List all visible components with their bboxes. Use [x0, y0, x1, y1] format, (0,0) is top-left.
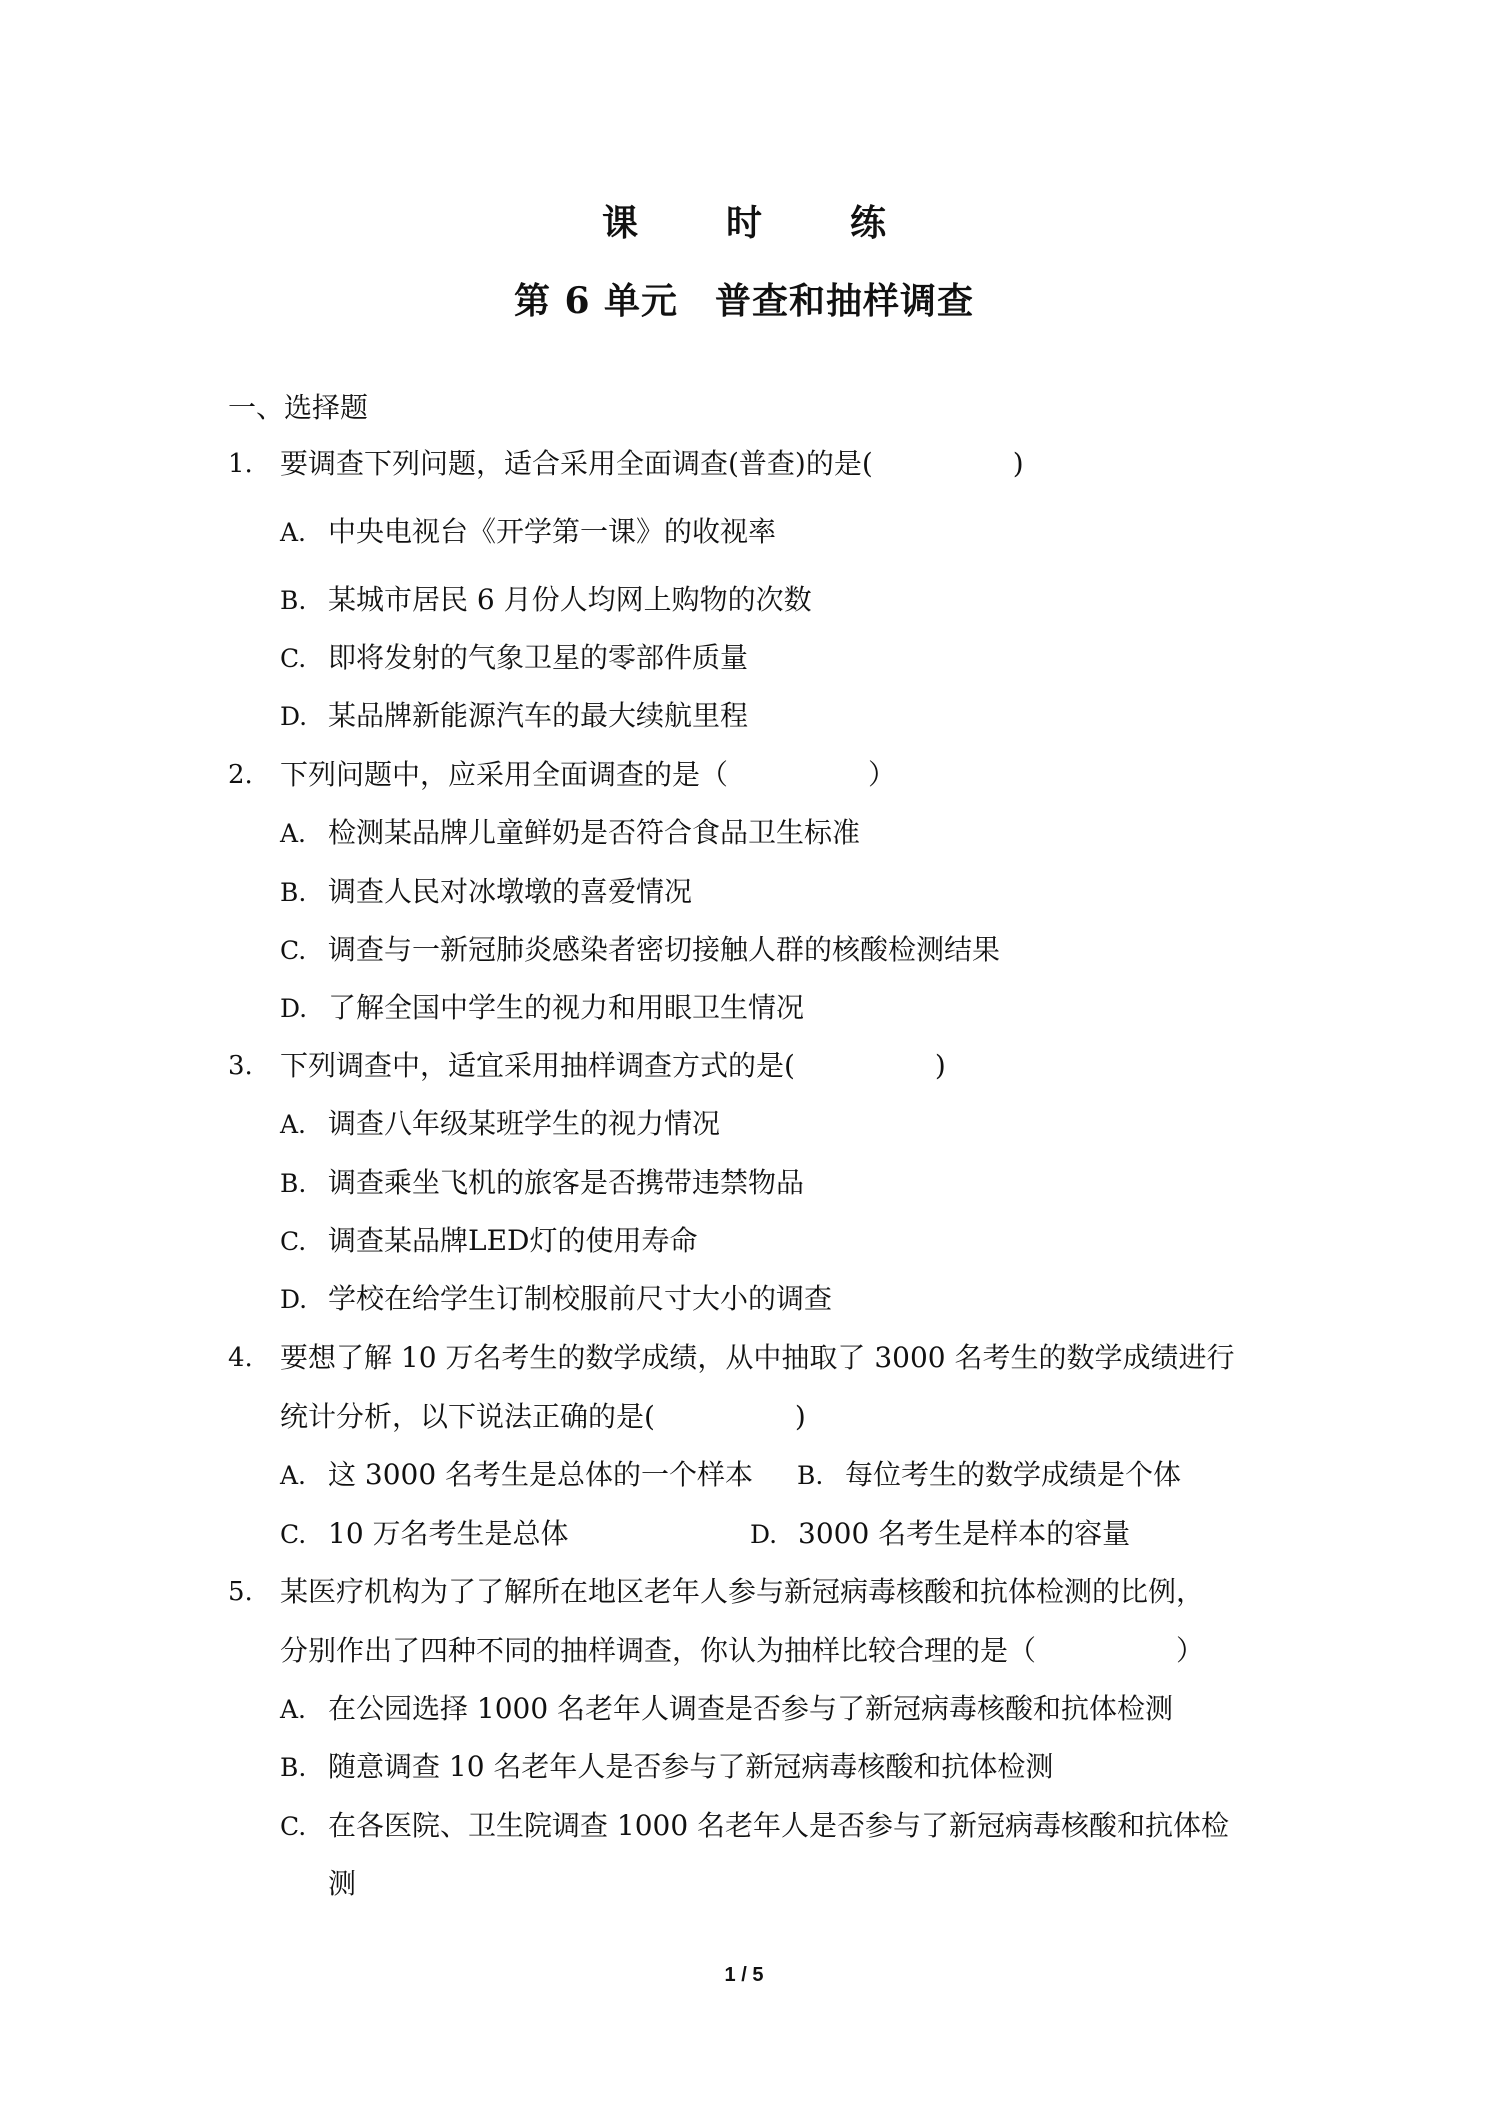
- option-text: 在公园选择 1000 名老年人调查是否参与了新冠病毒核酸和抗体检测: [328, 1692, 1174, 1725]
- question-number: 4.: [228, 1343, 253, 1373]
- option: [280, 872, 692, 913]
- option: [750, 1514, 1130, 1555]
- option-text: 调查与一新冠肺炎感染者密切接触人群的核酸检测结果: [328, 933, 1001, 966]
- option-letter: A.: [280, 1461, 307, 1490]
- option: [280, 512, 776, 553]
- option-letter: A.: [280, 518, 307, 547]
- option-text: 3000 名考生是样本的容量: [798, 1517, 1131, 1550]
- option-text: 随意调查 10 名老年人是否参与了新冠病毒核酸和抗体检测: [328, 1750, 1054, 1783]
- question-number: 3.: [228, 1051, 253, 1081]
- option: [280, 1221, 697, 1262]
- option-letter: D.: [750, 1520, 778, 1549]
- option-text: 某品牌新能源汽车的最大续航里程: [328, 699, 749, 732]
- option-text: 每位考生的数学成绩是个体: [845, 1458, 1182, 1491]
- option: [280, 1806, 1229, 1847]
- option-letter: B.: [280, 878, 307, 907]
- option-text: 即将发射的气象卫星的零部件质量: [328, 641, 749, 674]
- option: [280, 696, 748, 737]
- page-title: 课 时 练: [601, 202, 912, 244]
- option: [280, 1747, 1053, 1788]
- question-text-continued: 分别作出了四种不同的抽样调查，你认为抽样比较合理的是（ ）: [280, 1634, 1205, 1667]
- option-letter: A.: [280, 1695, 307, 1724]
- question-number: 5.: [228, 1577, 253, 1607]
- option-letter: C.: [280, 936, 307, 965]
- option-text: 调查某品牌LED灯的使用寿命: [328, 1224, 698, 1257]
- question-text: 要调查下列问题，适合采用全面调查(普查)的是( ): [280, 447, 1024, 480]
- option-text: 检测某品牌儿童鲜奶是否符合食品卫生标准: [328, 816, 861, 849]
- section-heading: 一、选择题: [228, 391, 369, 424]
- option-letter: B.: [280, 1753, 307, 1782]
- option-text: 了解全国中学生的视力和用眼卫生情况: [328, 991, 805, 1024]
- option-letter: D.: [280, 1285, 308, 1314]
- option-letter: A.: [280, 819, 307, 848]
- option-letter: C.: [280, 1812, 307, 1841]
- option: [280, 1689, 1173, 1730]
- option-text: 调查八年级某班学生的视力情况: [328, 1107, 721, 1140]
- option: [797, 1455, 1181, 1496]
- question-text-continued: 统计分析，以下说法正确的是( ): [280, 1400, 806, 1433]
- option: [280, 813, 860, 854]
- option-letter: B.: [280, 1169, 307, 1198]
- option-text: 10 万名考生是总体: [328, 1517, 569, 1550]
- option-letter: C.: [280, 644, 307, 673]
- option: [280, 1279, 832, 1320]
- question-text: 要想了解 10 万名考生的数学成绩，从中抽取了 3000 名考生的数学成绩进行: [280, 1341, 1235, 1374]
- option-text: 调查乘坐飞机的旅客是否携带违禁物品: [328, 1166, 805, 1199]
- option-letter: C.: [280, 1227, 307, 1256]
- option-text-continued: 测: [328, 1867, 357, 1900]
- option-letter: D.: [280, 994, 308, 1023]
- option-letter: D.: [280, 702, 308, 731]
- question-number: 2.: [228, 760, 253, 790]
- page-number: 1 / 5: [724, 1964, 764, 1986]
- option-letter: B.: [797, 1461, 824, 1490]
- question-text: 下列问题中，应采用全面调查的是（ ）: [280, 758, 897, 791]
- option-letter: B.: [280, 586, 307, 615]
- question-text: 某医疗机构为了了解所在地区老年人参与新冠病毒核酸和抗体检测的比例，: [280, 1575, 1205, 1608]
- option: [280, 988, 804, 1029]
- option: [280, 1104, 720, 1145]
- option-letter: C.: [280, 1520, 307, 1549]
- option: [280, 1163, 804, 1204]
- option-text: 在各医院、卫生院调查 1000 名老年人是否参与了新冠病毒核酸和抗体检: [328, 1809, 1230, 1842]
- option: [280, 1455, 753, 1496]
- option-text: 学校在给学生订制校服前尺寸大小的调查: [328, 1282, 833, 1315]
- option-text: 调查人民对冰墩墩的喜爱情况: [328, 875, 693, 908]
- question-number: 1.: [228, 449, 253, 479]
- option-text: 某城市居民 6 月份人均网上购物的次数: [328, 583, 812, 616]
- option: [280, 638, 748, 679]
- question-text: 下列调查中，适宜采用抽样调查方式的是( ): [280, 1049, 946, 1082]
- option: [280, 930, 1000, 971]
- option: [280, 580, 812, 621]
- option-continued: [280, 1864, 356, 1904]
- option-letter: A.: [280, 1110, 307, 1139]
- page-subtitle: 第 6 单元 普查和抽样调查: [513, 280, 975, 322]
- option-text: 中央电视台《开学第一课》的收视率: [328, 515, 777, 548]
- option: [280, 1514, 569, 1555]
- option-text: 这 3000 名考生是总体的一个样本: [328, 1458, 754, 1491]
